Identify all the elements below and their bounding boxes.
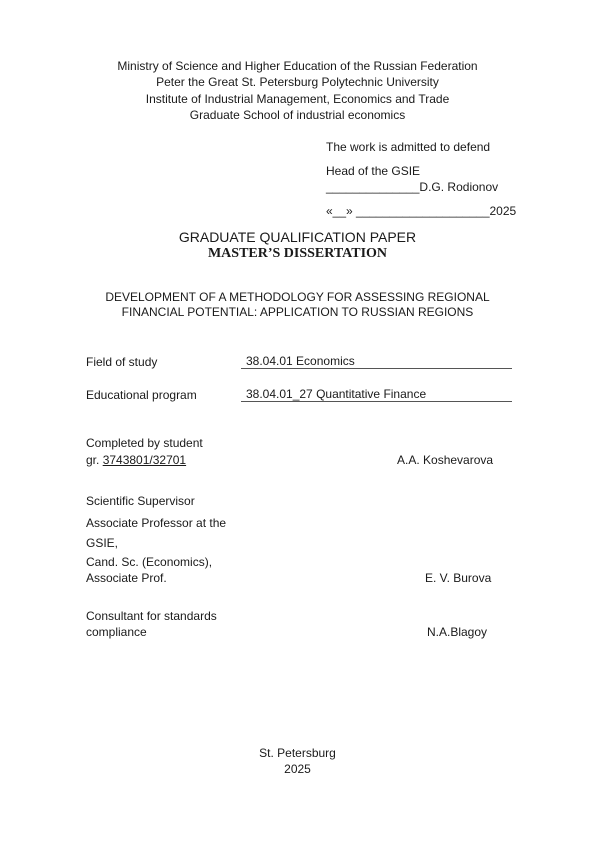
admitted-text: The work is admitted to defend [326,140,491,154]
educational-program-label: Educational program [86,388,197,402]
group-number: 3743801/32701 [102,453,187,467]
supervisor-dept: GSIE, [86,536,119,550]
supervisor-title: Associate Prof. [86,571,167,585]
paper-type: GRADUATE QUALIFICATION PAPER [178,229,417,245]
consultant-label-line2: compliance [86,625,147,639]
head-signature-line: ______________D.G. Rodionov [326,180,499,194]
admission-date-line: «__» ____________________2025 [326,204,517,218]
supervisor-name: E. V. Burova [425,571,492,585]
footer-year: 2025 [284,762,311,776]
footer-city: St. Petersburg [259,746,336,760]
thesis-title-line2: FINANCIAL POTENTIAL: APPLICATION TO RUSSIAN REGIONS [121,305,474,319]
student-label: Completed by student [86,436,203,450]
student-name: A.A. Koshevarova [397,453,494,467]
school-line: Graduate School of industrial economics [189,108,406,122]
paper-subtype: MASTER’S DISSERTATION [207,246,388,261]
group-prefix: gr. [86,453,103,467]
supervisor-degree: Cand. Sc. (Economics), [86,555,213,569]
educational-program-value: 38.04.01_27 Quantitative Finance [241,387,512,402]
consultant-name: N.A.Blagoy [427,625,488,639]
supervisor-position: Associate Professor at the [86,516,227,530]
thesis-title-line1: DEVELOPMENT OF A METHODOLOGY FOR ASSESSING REGIONAL [105,290,490,304]
consultant-label-line1: Consultant for standards [86,609,217,623]
field-of-study-value: 38.04.01 Economics [241,354,512,369]
head-label: Head of the GSIE [326,164,421,178]
institute-line: Institute of Industrial Management, Economics and Trade [145,92,450,106]
supervisor-label: Scientific Supervisor [86,494,195,508]
student-group [86,453,186,467]
university-line: Peter the Great St. Petersburg Polytechnic University [156,75,439,89]
field-of-study-label: Field of study [86,355,158,369]
ministry-line: Ministry of Science and Higher Education of the Russian Federation [117,59,478,73]
